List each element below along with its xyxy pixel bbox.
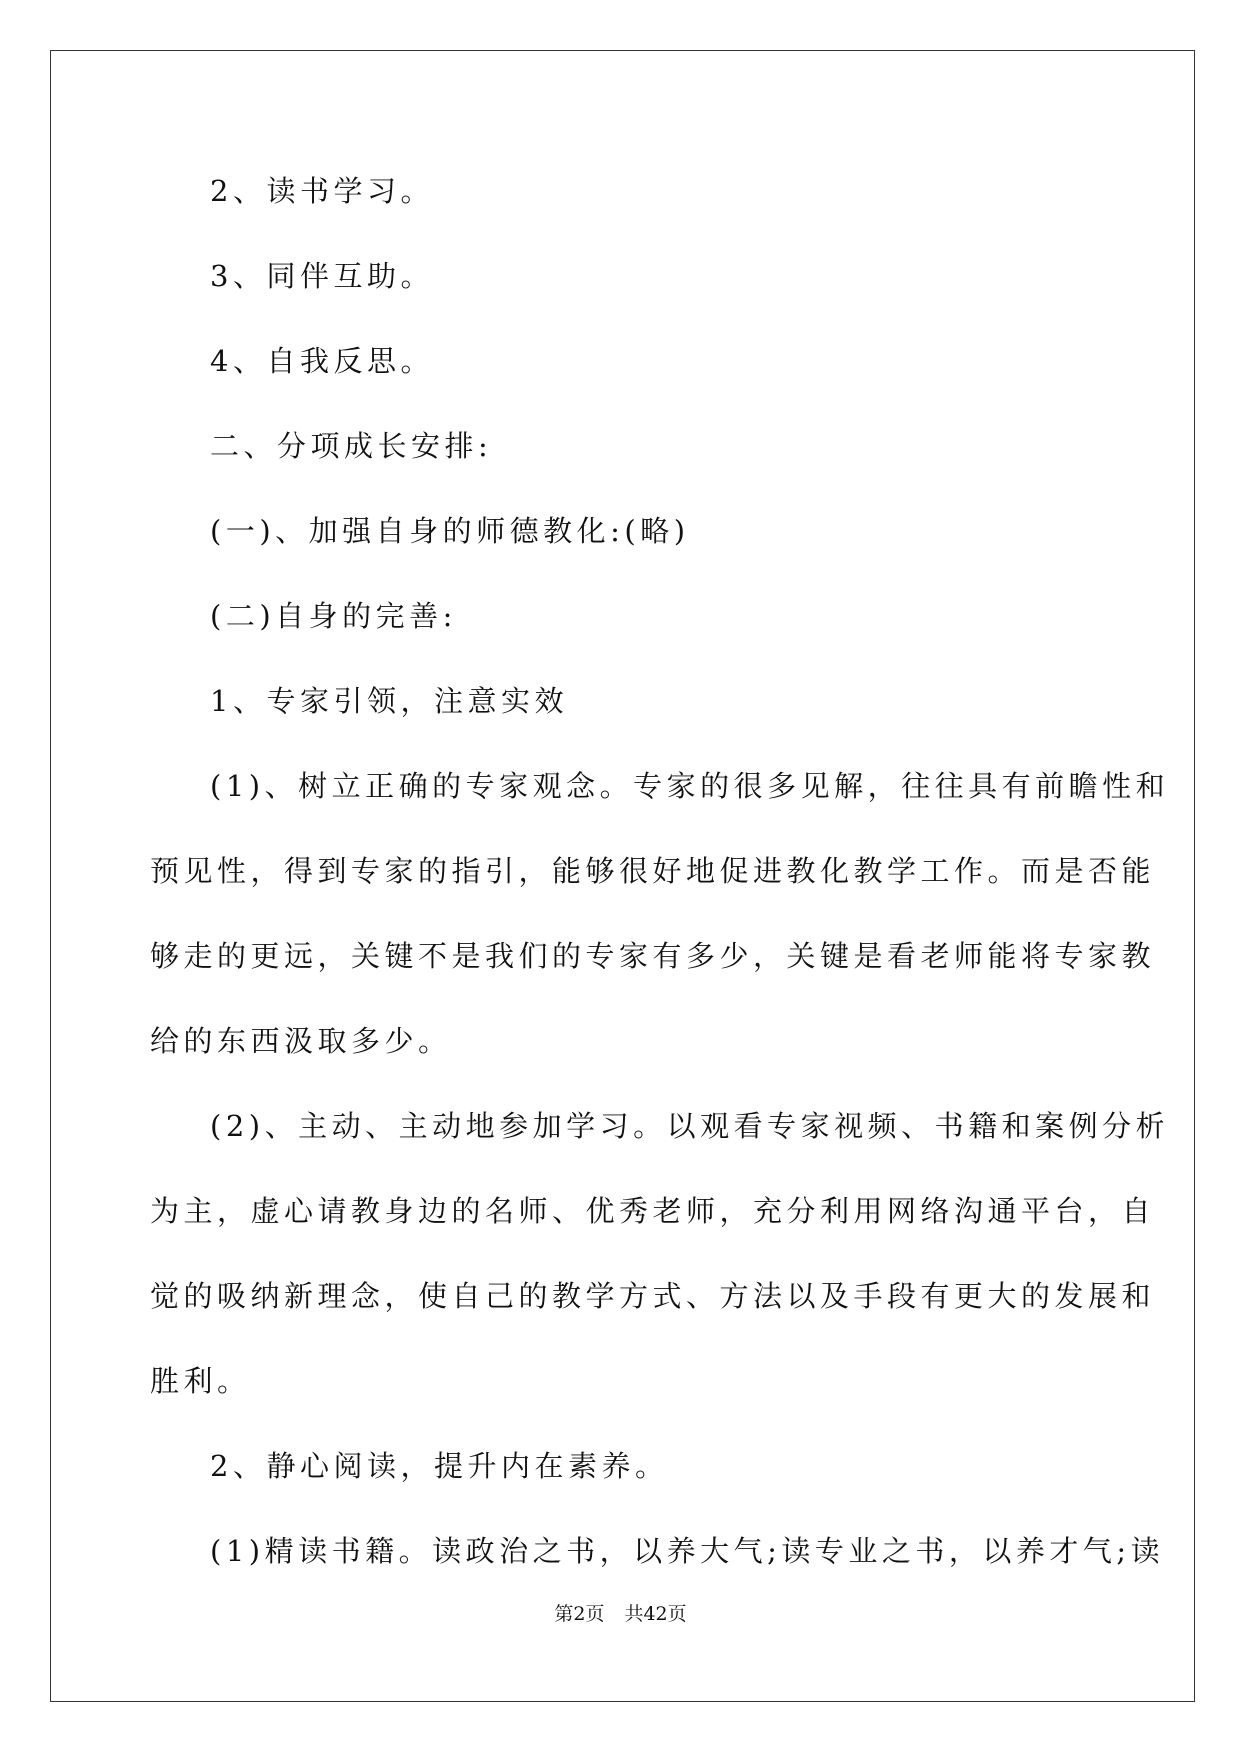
paragraph-line: 预见性，得到专家的指引，能够很好地促进教化教学工作。而是否能 bbox=[150, 854, 1156, 888]
paragraph-line: 给的东西汲取多少。 bbox=[150, 1024, 452, 1058]
paragraph-line: 够走的更远，关键不是我们的专家有多少，关键是看老师能将专家教 bbox=[150, 939, 1156, 973]
page-number: 第2页 bbox=[554, 1603, 605, 1625]
page-footer bbox=[0, 1601, 1241, 1627]
paragraph-line: 2、读书学习。 bbox=[210, 174, 434, 208]
paragraph-line: (1)、树立正确的专家观念。专家的很多见解，往往具有前瞻性和 bbox=[210, 769, 1170, 803]
paragraph-line: (1)精读书籍。读政治之书，以养大气;读专业之书，以养才气;读 bbox=[210, 1534, 1165, 1568]
subsection-heading: (二)自身的完善: bbox=[210, 599, 457, 633]
paragraph-line: 4、自我反思。 bbox=[210, 344, 434, 378]
paragraph-line: 觉的吸纳新理念，使自己的教学方式、方法以及手段有更大的发展和 bbox=[150, 1279, 1156, 1313]
paragraph-line: (2)、主动、主动地参加学习。以观看专家视频、书籍和案例分析 bbox=[210, 1109, 1170, 1143]
paragraph-line: 为主，虚心请教身边的名师、优秀老师，充分利用网络沟通平台，自 bbox=[150, 1194, 1156, 1228]
paragraph-line: 1、专家引领，注意实效 bbox=[210, 684, 568, 718]
subsection-heading: (一)、加强自身的师德教化:(略) bbox=[210, 514, 690, 548]
section-heading: 二、分项成长安排: bbox=[210, 429, 493, 463]
paragraph-line: 3、同伴互助。 bbox=[210, 259, 434, 293]
paragraph-line: 胜利。 bbox=[150, 1364, 251, 1398]
page-total: 共42页 bbox=[624, 1603, 687, 1625]
paragraph-line: 2、静心阅读，提升内在素养。 bbox=[210, 1449, 669, 1483]
